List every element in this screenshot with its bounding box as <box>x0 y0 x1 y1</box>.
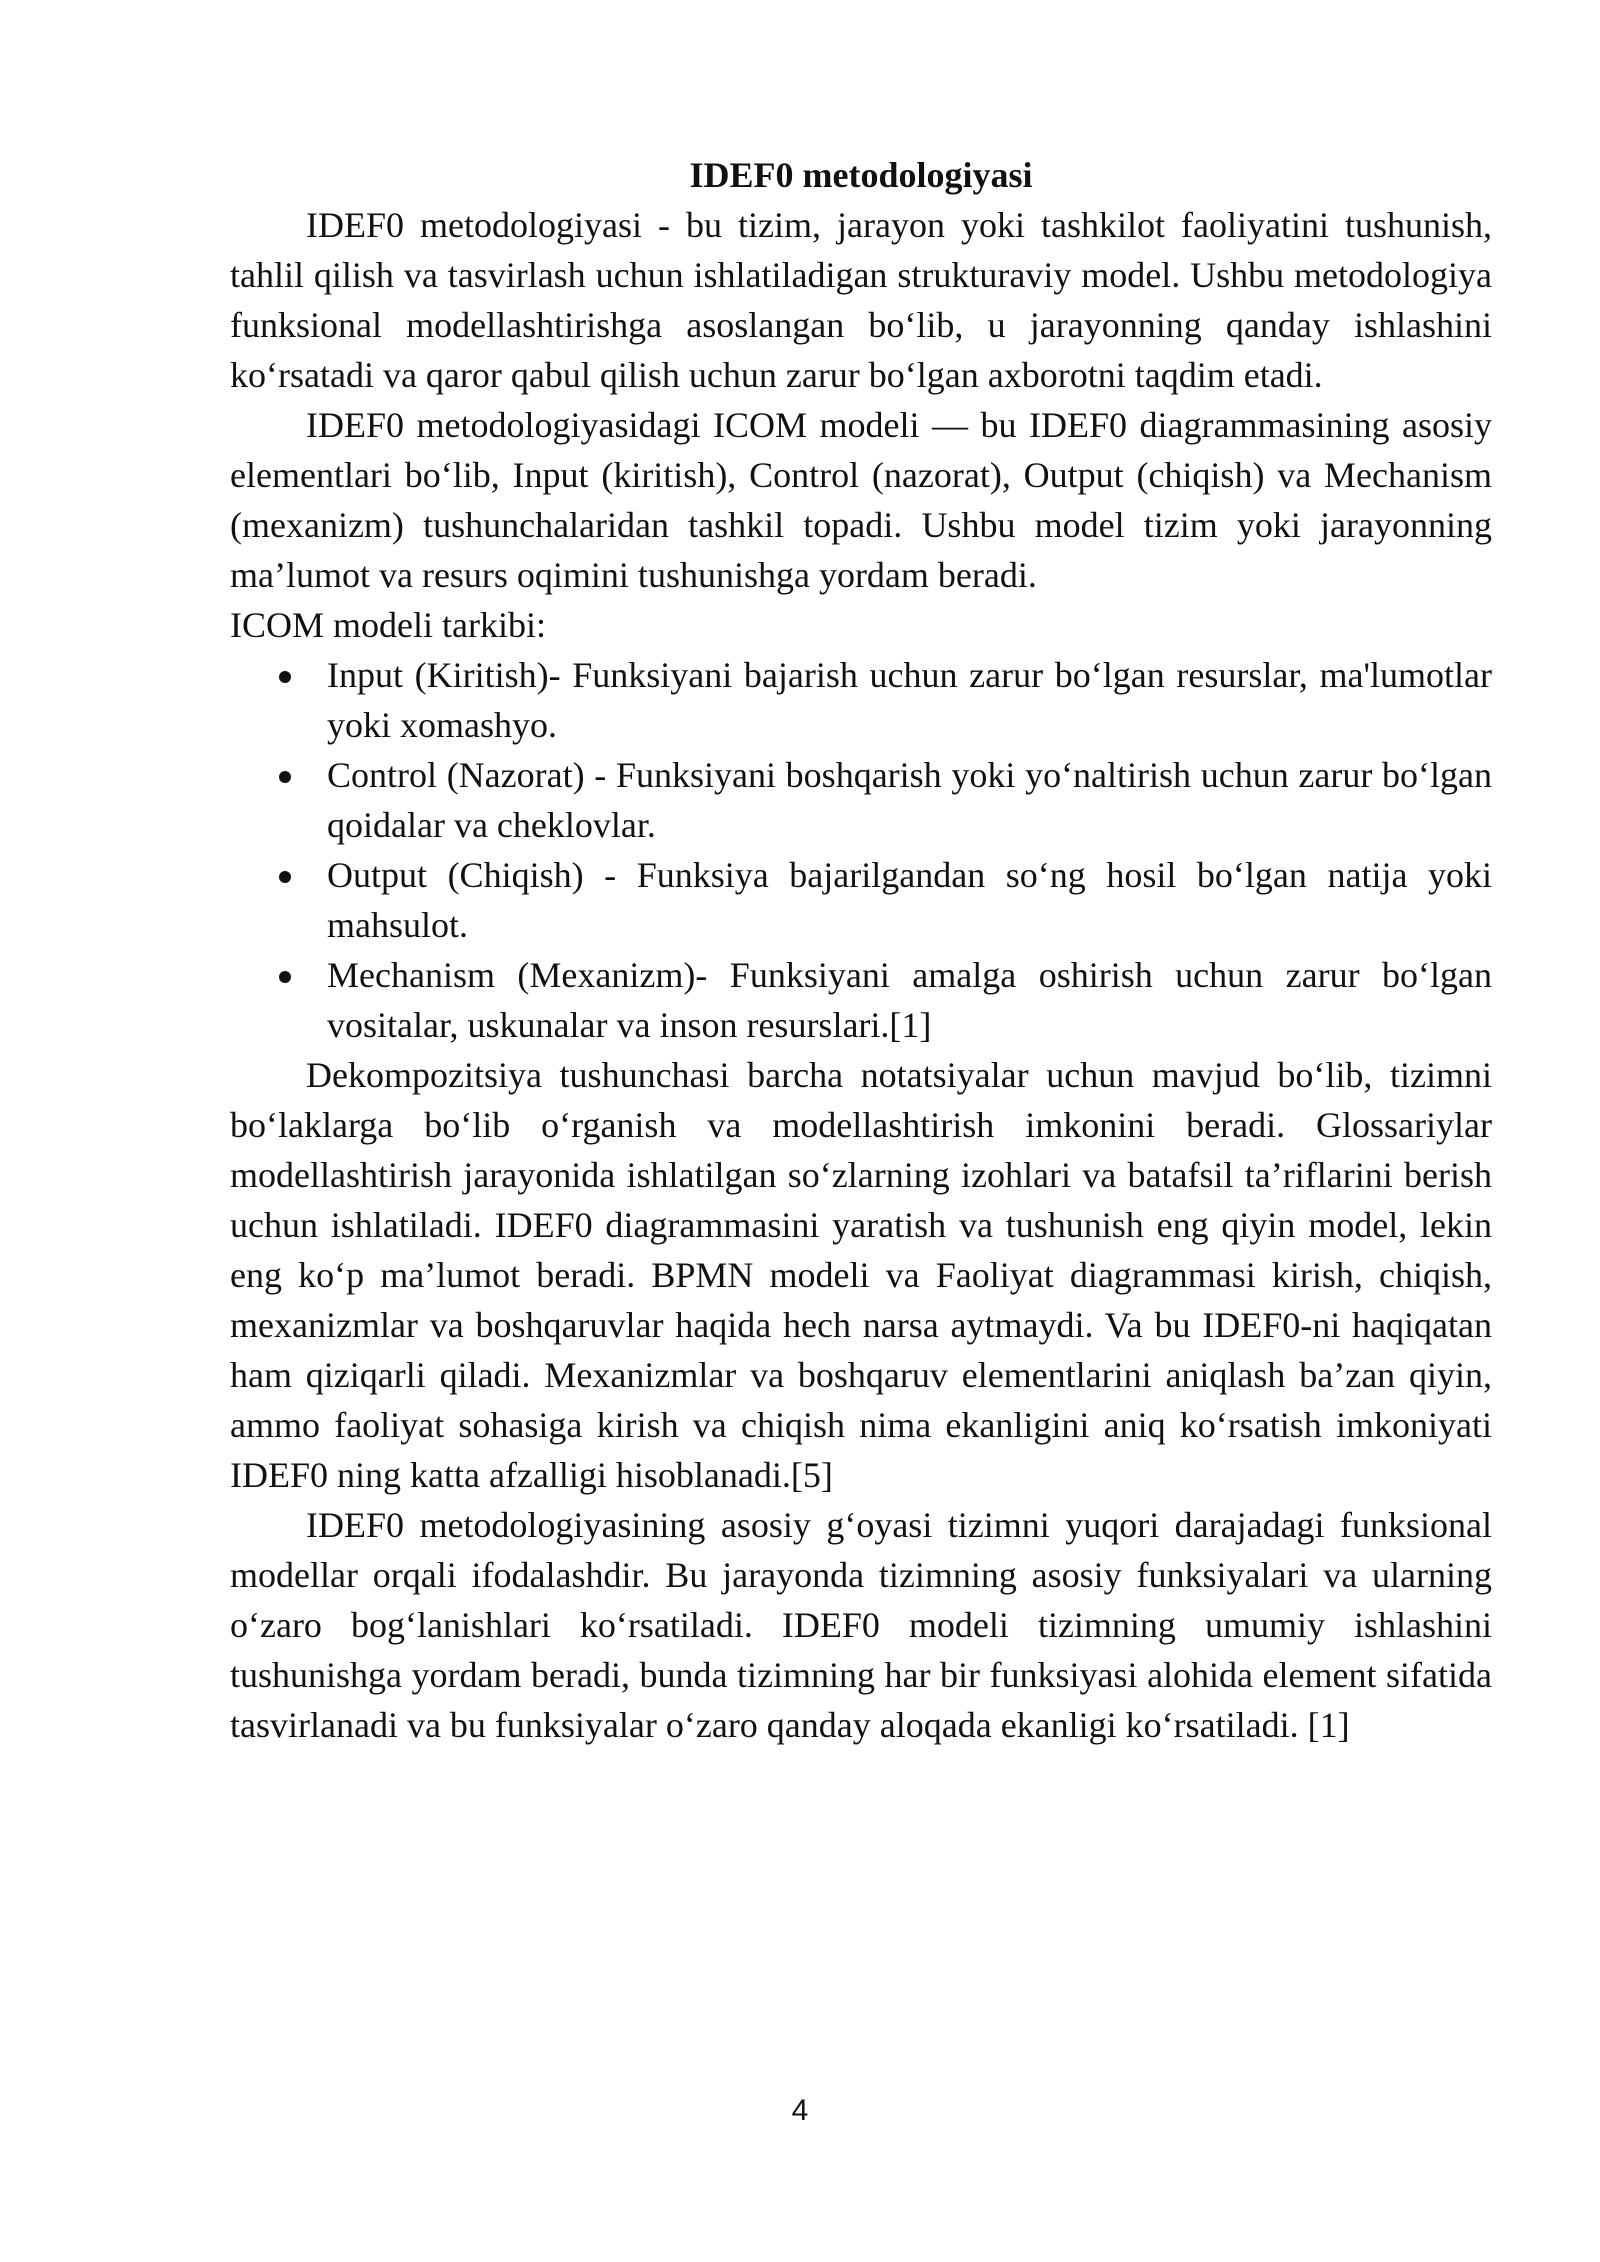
icom-paragraph: IDEF0 metodologiyasidagi ICOM modeli — bu IDEF0 diagrammasining asosiy elementlari bo‘lib, Input (kiritish), Control (nazorat), Output (chiqish) va Mechanism (mexanizm) tushunchalaridan tashkil topadi. Ushbu model tizim yoki jarayonning ma’lumot va resurs oqimini tushunishga yordam beradi. <box>230 405 1492 595</box>
document-title: IDEF0 metodologiyasi <box>689 155 1033 195</box>
bullet-icon <box>279 871 291 883</box>
list-item <box>230 950 1492 1050</box>
bullet-icon <box>279 671 291 683</box>
list-intro: ICOM modeli tarkibi: <box>230 605 546 645</box>
list-item <box>230 850 1492 950</box>
list-item-text: Output (Chiqish) - Funksiya bajarilgandan so‘ng hosil bo‘lgan natija yoki mahsulot. <box>327 855 1492 945</box>
main-idea-paragraph: IDEF0 metodologiyasining asosiy g‘oyasi tizimni yuqori darajadagi funksional modellar orqali ifodalashdir. Bu jarayonda tizimning asosiy funksiyalari va ularning o‘zaro bog‘lanishlari ko‘rsatiladi. IDEF0 modeli tizimning umumiy ishlashini tushunishga yordam beradi, bunda tizimning har bir funksiyasi alohida element sifatida tasvirlanadi va bu funksiyalar o‘zaro qanday aloqada ekanligi ko‘rsatiladi. [1] <box>230 1505 1492 1745</box>
decomposition-paragraph: Dekompozitsiya tushunchasi barcha notatsiyalar uchun mavjud bo‘lib, tizimni bo‘laklarga bo‘lib o‘rganish va modellashtirish imkonini beradi. Glossariylar modellashtirish jarayonida ishlatilgan so‘zlarning izohlari va batafsil ta’riflarini berish uchun ishlatiladi. IDEF0 diagrammasini yaratish va tushunish eng qiyin model, lekin eng ko‘p ma’lumot beradi. BPMN modeli va Faoliyat diagrammasi kirish, chiqish, mexanizmlar va boshqaruvlar haqida hech narsa aytmaydi. Va bu IDEF0-ni haqiqatan ham qiziqarli qiladi. Mexanizmlar va boshqaruv elementlarini aniqlash ba’zan qiyin, ammo faoliyat sohasiga kirish va chiqish nima ekanligini aniq ko‘rsatish imkoniyati IDEF0 ning katta afzalligi hisoblanadi.[5] <box>230 1055 1492 1495</box>
list-item-text: Mechanism (Mexanizm)- Funksiyani amalga oshirish uchun zarur bo‘lgan vositalar, uskunalar va inson resurslari.[1] <box>327 955 1492 1045</box>
list-item <box>230 650 1492 750</box>
list-item-text: Control (Nazorat) - Funksiyani boshqarish yoki yo‘naltirish uchun zarur bo‘lgan qoidalar va cheklovlar. <box>327 755 1492 845</box>
intro-paragraph: IDEF0 metodologiyasi - bu tizim, jarayon yoki tashkilot faoliyatini tushunish, tahlil qilish va tasvirlash uchun ishlatiladigan strukturaviy model. Ushbu metodologiya funksional modellashtirishga asoslangan bo‘lib, u jarayonning qanday ishlashini ko‘rsatadi va qaror qabul qilish uchun zarur bo‘lgan axborotni taqdim etadi. <box>230 205 1492 395</box>
icom-list <box>230 650 1492 1050</box>
bullet-icon <box>279 971 291 983</box>
list-item <box>230 750 1492 850</box>
page-number: 4 <box>791 2094 809 2127</box>
page-content <box>230 150 1492 1750</box>
bullet-icon <box>279 771 291 783</box>
list-item-text: Input (Kiritish)- Funksiyani bajarish uchun zarur bo‘lgan resurslar, ma'lumotlar yoki xomashyo. <box>327 655 1492 745</box>
